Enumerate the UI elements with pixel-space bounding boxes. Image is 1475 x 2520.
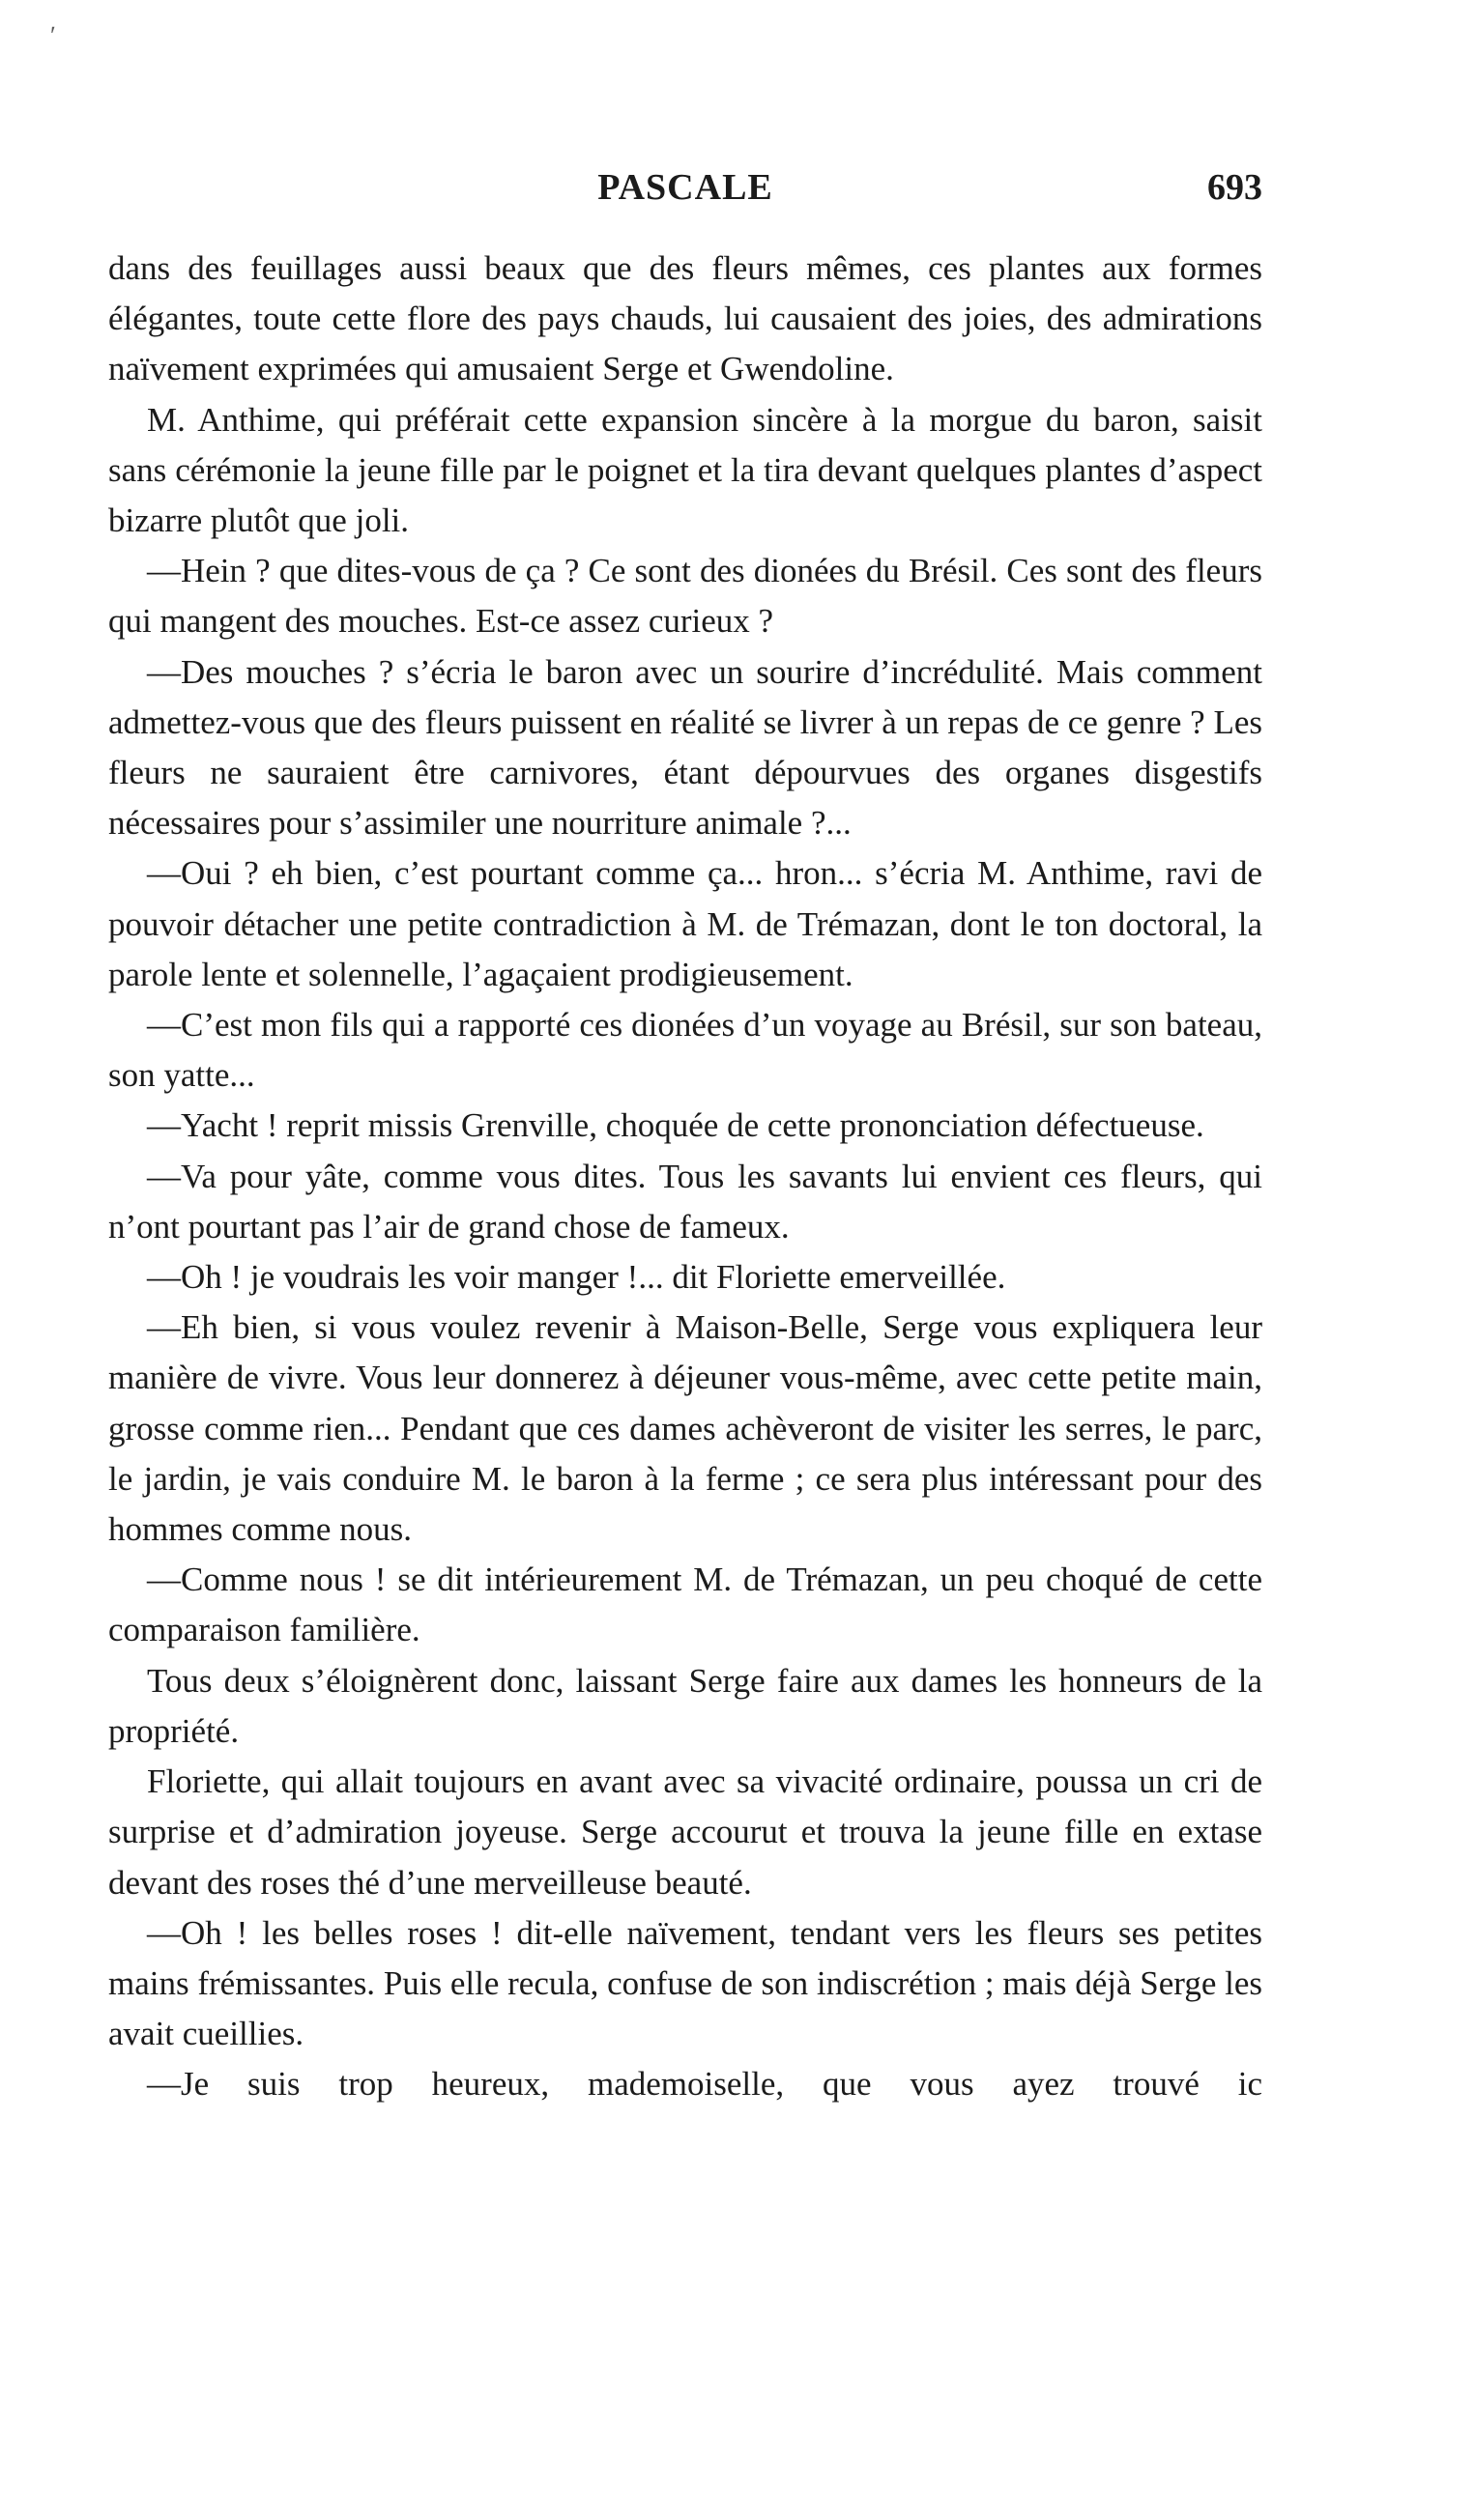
paragraph: Tous deux s’éloignèrent donc, laissant Serge faire aux dames les honneurs de la propriété. <box>108 1661 1262 1750</box>
paragraph: —Oh ! les belles roses ! dit-elle naïvement, tendant vers les fleurs ses petites mains frémissantes. Puis elle recula, confuse de son indiscrétion ; mais déjà Serge les avait cueillies. <box>108 1913 1262 2053</box>
paragraph: —Yacht ! reprit missis Grenville, choquée de cette prononciation défectueuse. <box>147 1106 1204 1145</box>
page-number: 693 <box>1207 167 1262 208</box>
paragraph: —C’est mon fils qui a rapporté ces dionées d’un voyage au Brésil, sur son bateau, son yatte... <box>108 1006 1262 1095</box>
paragraph: dans des feuillages aussi beaux que des fleurs mêmes, ces plantes aux formes élégantes, toute cette flore des pays chauds, lui causaient des joies, des admirations naïvement exprimées qui amusaient Serge et Gwendoline. <box>108 249 1262 388</box>
running-title: PASCALE <box>597 167 773 208</box>
running-head <box>108 166 1262 220</box>
ink-speck: ʹ <box>50 21 56 49</box>
paragraph: —Oui ? eh bien, c’est pourtant comme ça... hron... s’écria M. Anthime, ravi de pouvoir détacher une petite contradiction à M. de Trémazan, dont le ton doctoral, la parole lente et solennelle, l’agaçaient prodigieusement. <box>108 854 1262 993</box>
paragraph: —Eh bien, si vous voulez revenir à Maison-Belle, Serge vous expliquera leur manière de vivre. Vous leur donnerez à déjeuner vous-même, avec cette petite main, grosse comme rien... Pendant que ces dames achèveront de visiter les serres, le parc, le jardin, je vais conduire M. le baron à la ferme ; ce sera plus intéressant pour des hommes comme nous. <box>108 1308 1262 1549</box>
paragraph: —Va pour yâte, comme vous dites. Tous les savants lui envient ces fleurs, qui n’ont pourtant pas l’air de grand chose de fameux. <box>108 1157 1262 1246</box>
paragraph: —Comme nous ! se dit intérieurement M. de Trémazan, un peu choqué de cette comparaison familière. <box>108 1561 1262 1649</box>
paragraph: —Je suis trop heureux, mademoiselle, que vous ayez trouvé ic <box>147 2065 1262 2104</box>
paragraph: —Oh ! je voudrais les voir manger !... dit Floriette emerveillée. <box>147 1258 1006 1297</box>
paragraph: —Hein ? que dites-vous de ça ? Ce sont des dionées du Brésil. Ces sont des fleurs qui mangent des mouches. Est-ce assez curieux ? <box>108 552 1262 641</box>
body-text <box>108 243 1262 2110</box>
paragraph: Floriette, qui allait toujours en avant avec sa vivacité ordinaire, poussa un cri de surprise et d’admiration joyeuse. Serge accourut et trouva la jeune fille en extase devant des roses thé d’une merveilleuse beauté. <box>108 1762 1262 1902</box>
paragraph: M. Anthime, qui préférait cette expansion sincère à la morgue du baron, saisit sans cérémonie la jeune fille par le poignet et la tira devant quelques plantes d’aspect bizarre plutôt que joli. <box>108 400 1262 540</box>
paragraph: —Des mouches ? s’écria le baron avec un sourire d’incrédulité. Mais comment admettez-vous que des fleurs puissent en réalité se livrer à un repas de ce genre ? Les fleurs ne sauraient être carnivores, étant dépourvues des organes disgestifs nécessaires pour s’assimiler une nourriture animale ?... <box>108 652 1262 843</box>
